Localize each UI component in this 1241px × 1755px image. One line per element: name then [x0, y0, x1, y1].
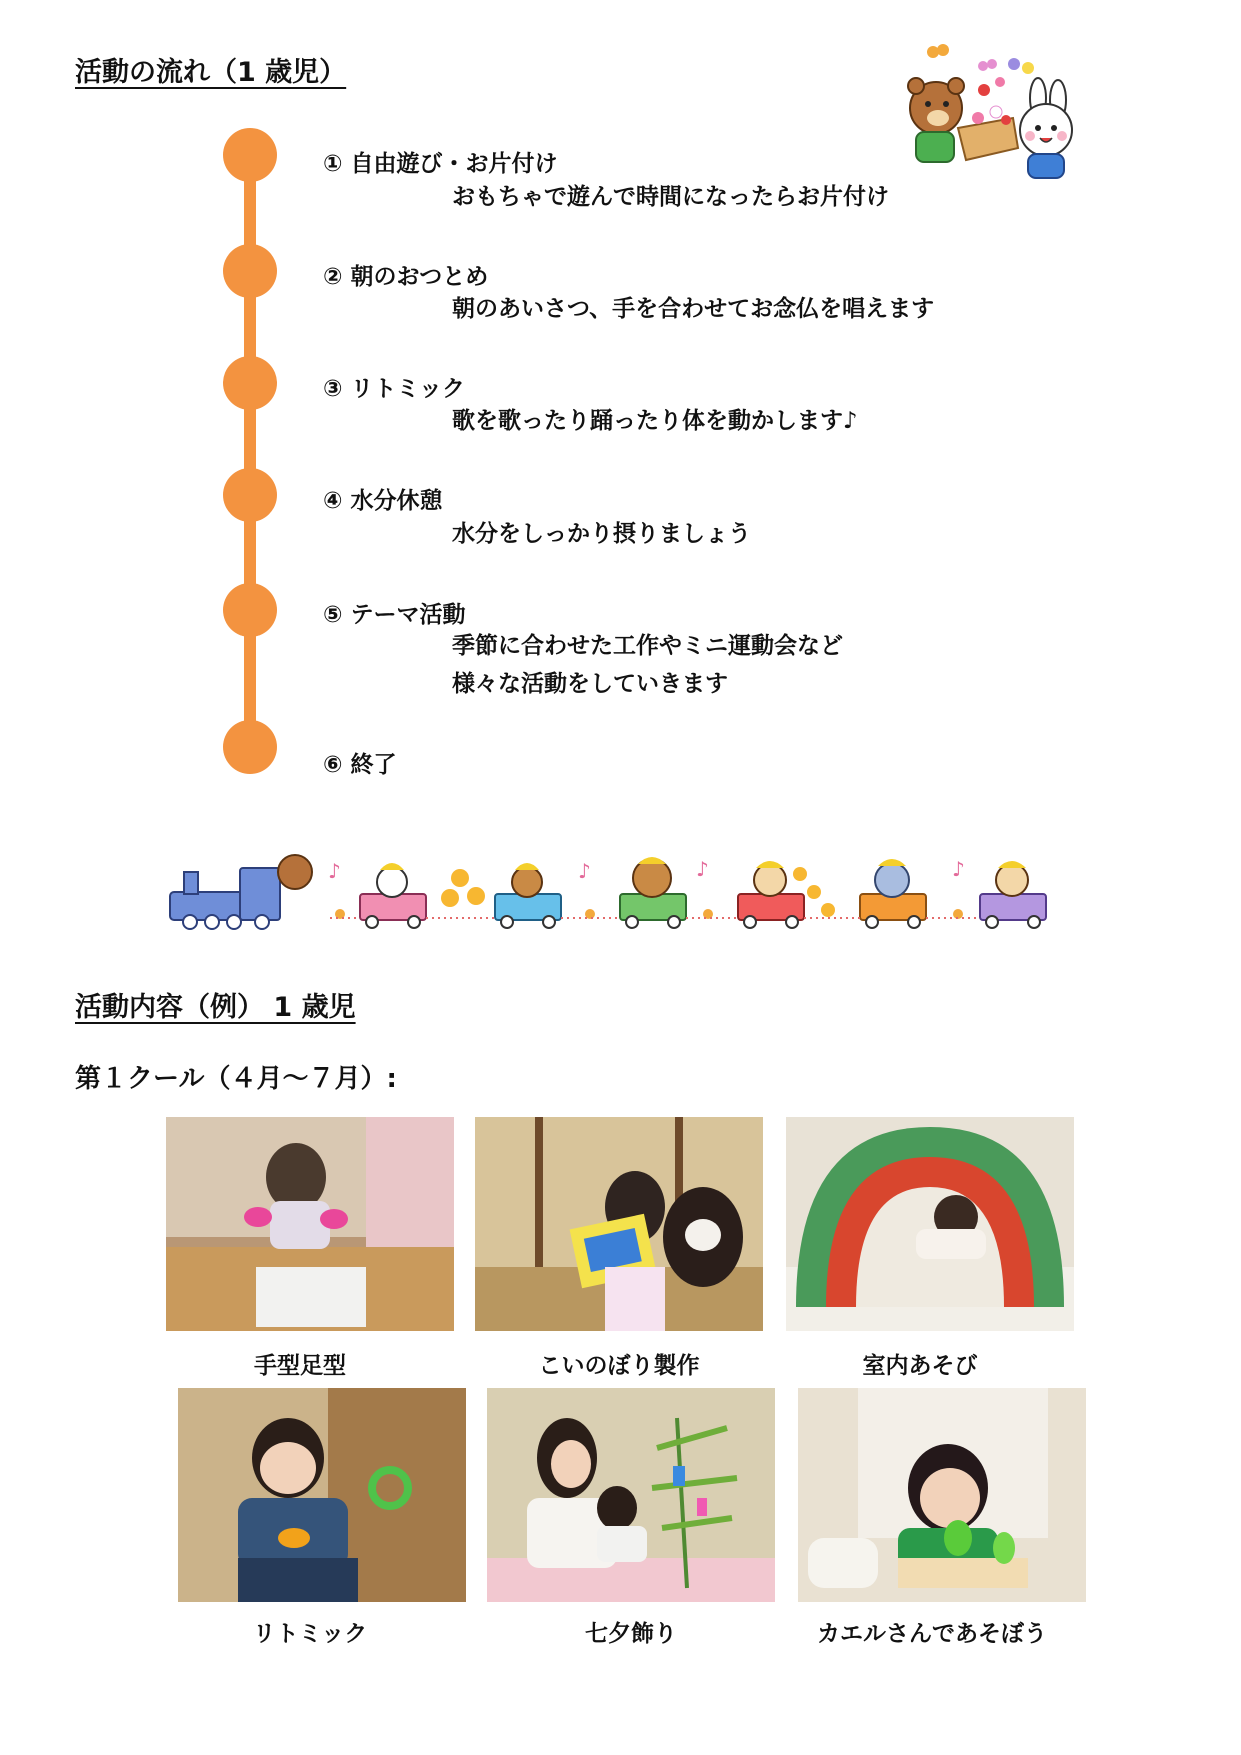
- step-6-title: [323, 746, 397, 779]
- timeline-dot: [223, 468, 277, 522]
- svg-text:♪: ♪: [952, 857, 965, 881]
- timeline-dot: [223, 244, 277, 298]
- photo-caption: こいのぼり製作: [538, 1353, 700, 1379]
- step-label: 朝のおつとめ: [350, 264, 489, 290]
- svg-text:♪: ♪: [578, 859, 591, 883]
- bear-rabbit-illustration: [888, 38, 1088, 188]
- timeline-dot: [223, 720, 277, 774]
- step-label: テーマ活動: [350, 602, 466, 628]
- photo-tanabata: [487, 1388, 775, 1602]
- animal-train-illustration: [160, 848, 1080, 930]
- step-label: リトミック: [350, 376, 466, 402]
- step-1-title: [323, 145, 558, 178]
- step-number: ③: [323, 376, 343, 402]
- step-4-title: [323, 482, 443, 515]
- step-number: ⑤: [323, 602, 343, 628]
- step-4-desc: 水分をしっかり摂りましょう: [452, 521, 751, 547]
- content-heading: 活動内容（例） 1 歳児: [75, 992, 356, 1023]
- photo-caption: 室内あそび: [862, 1353, 978, 1379]
- flow-heading: 活動の流れ（1 歳児）: [75, 57, 347, 88]
- step-number: ④: [323, 488, 343, 514]
- step-5-desc-line2: 様々な活動をしていきます: [452, 671, 728, 697]
- step-number: ⑥: [323, 752, 343, 778]
- timeline-dot: [223, 356, 277, 410]
- step-5-title: [323, 596, 466, 629]
- step-5-desc-line1: 季節に合わせた工作やミニ運動会など: [452, 633, 843, 659]
- term-label: 第１クール（４月～７月）:: [75, 1064, 397, 1094]
- step-3-desc: 歌を歌ったり踊ったり体を動かします♪: [452, 408, 858, 434]
- step-2-title: [323, 258, 488, 291]
- step-number: ①: [323, 151, 343, 177]
- step-2-desc: 朝のあいさつ、手を合わせてお念仏を唱えます: [452, 296, 935, 322]
- step-label: 自由遊び・お片付け: [350, 151, 558, 177]
- svg-text:♪: ♪: [328, 859, 341, 883]
- timeline-dot: [223, 128, 277, 182]
- step-1-desc: おもちゃで遊んで時間になったらお片付け: [452, 184, 889, 210]
- timeline-dot: [223, 583, 277, 637]
- timeline-line: [244, 150, 256, 760]
- photo-caption: リトミック: [252, 1621, 368, 1647]
- svg-text:♪: ♪: [696, 857, 709, 881]
- photo-koinobori: [475, 1117, 763, 1331]
- step-number: ②: [323, 264, 343, 290]
- step-3-title: [323, 370, 465, 403]
- photo-indoor-play: [786, 1117, 1074, 1331]
- step-label: 水分休憩: [350, 488, 443, 514]
- photo-rhythmic: [178, 1388, 466, 1602]
- photo-handprint: [166, 1117, 454, 1331]
- photo-caption: 七夕飾り: [585, 1621, 677, 1647]
- photo-frog-play: [798, 1388, 1086, 1602]
- photo-caption: 手型足型: [254, 1353, 346, 1379]
- photo-caption: カエルさんであそぼう: [817, 1621, 1047, 1647]
- step-label: 終了: [350, 752, 397, 778]
